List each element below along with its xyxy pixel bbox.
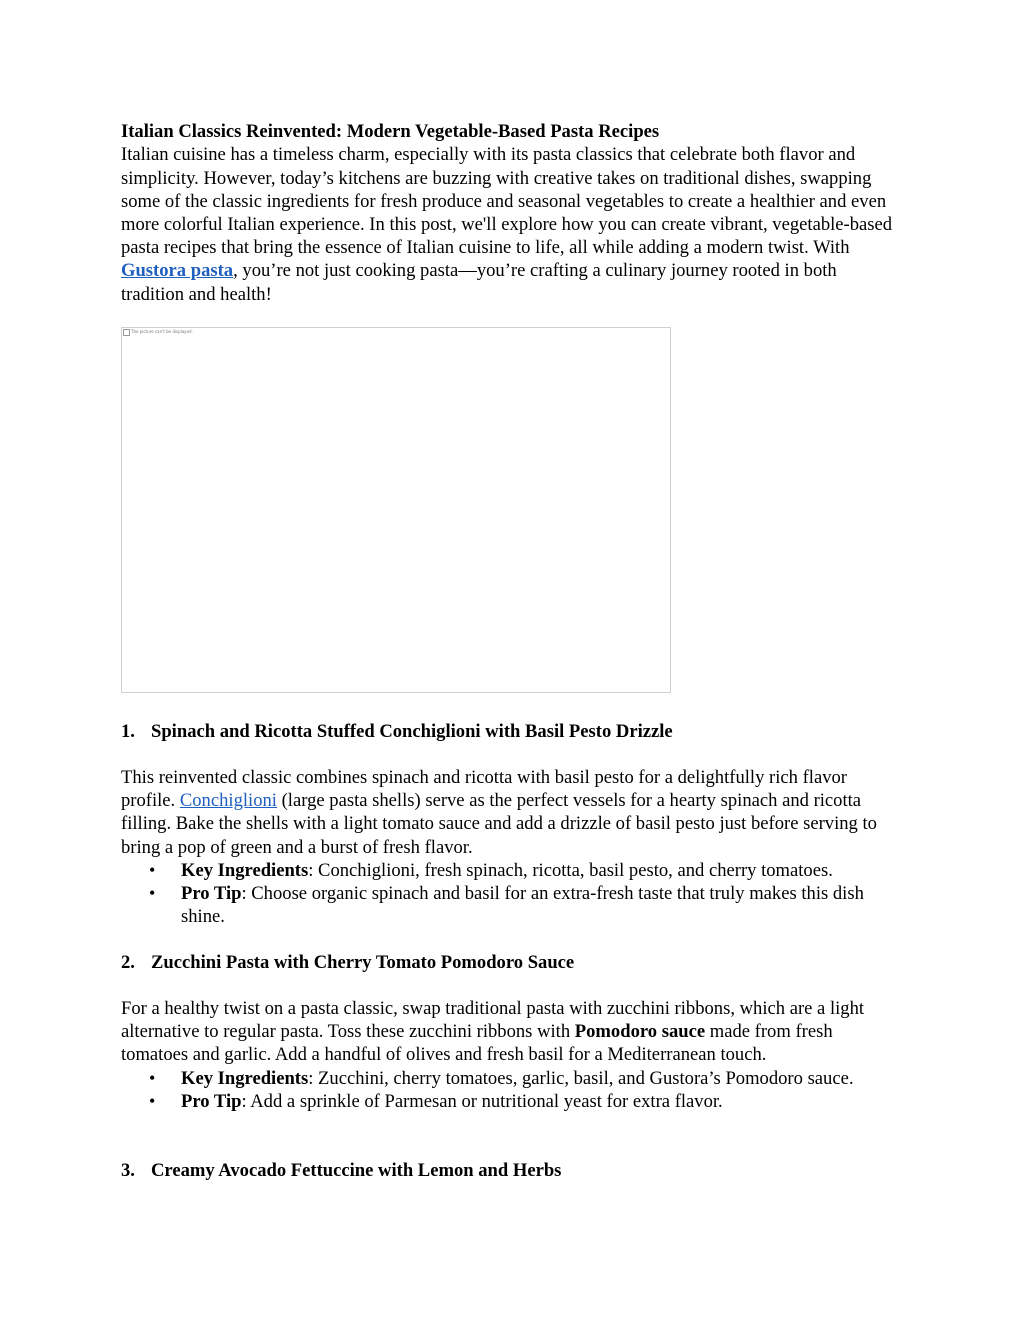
section-1-heading	[121, 720, 901, 743]
section-3-title: Creamy Avocado Fettuccine with Lemon and Herbs	[151, 1160, 562, 1181]
section-2-bullet-list	[121, 1067, 901, 1113]
section-2-number: 2.	[121, 952, 135, 973]
pomodoro-sauce-bold: Pomodoro sauce	[574, 1021, 706, 1043]
document-page	[121, 120, 901, 1181]
section-2-title: Zucchini Pasta with Cherry Tomato Pomodoro Sauce	[151, 952, 575, 973]
section-1-bullet-list	[121, 859, 901, 929]
bullet-text: : Add a sprinkle of Parmesan or nutritional yeast for extra flavor.	[241, 1090, 723, 1112]
section-2-text-start: For a healthy twist on a pasta classic, swap traditional pasta with zucchini ribbons, which are a light alternative to regular pasta. Toss these zucchini ribbons with	[121, 998, 865, 1043]
section-1-number: 1.	[121, 721, 135, 742]
section-2-text-end: made from fresh tomatoes and garlic. Add a handful of olives and fresh basil for a Mediterranean touch.	[121, 1021, 833, 1066]
list-item	[121, 882, 901, 928]
intro-paragraph	[121, 143, 901, 305]
section-1-text-start: This reinvented classic combines spinach and ricotta with basil pesto for a delightfully rich flavor profile.	[121, 767, 847, 812]
bullet-text: : Conchiglioni, fresh spinach, ricotta, basil pesto, and cherry tomatoes.	[308, 859, 833, 881]
bullet-text: : Zucchini, cherry tomatoes, garlic, basil, and Gustora’s Pomodoro sauce.	[308, 1067, 854, 1089]
bullet-label: Key Ingredients	[181, 1067, 309, 1089]
section-3-heading	[121, 1159, 901, 1182]
conchiglioni-link[interactable]: Conchiglioni	[179, 790, 277, 812]
list-item	[121, 859, 901, 882]
section-2-paragraph	[121, 997, 901, 1067]
section-3-number: 3.	[121, 1160, 135, 1181]
bullet-label: Pro Tip	[181, 1090, 242, 1112]
intro-text-end: , you’re not just cooking pasta—you’re crafting a culinary journey rooted in both tradition and health!	[121, 260, 837, 305]
section-1	[121, 720, 901, 928]
section-3	[121, 1159, 901, 1182]
section-1-paragraph	[121, 766, 901, 859]
section-2-heading	[121, 951, 901, 974]
broken-image-icon	[123, 329, 130, 336]
broken-image-notice	[123, 329, 193, 336]
section-1-title: Spinach and Ricotta Stuffed Conchiglioni with Basil Pesto Drizzle	[151, 721, 673, 742]
gustora-pasta-link[interactable]: Gustora pasta	[121, 260, 234, 282]
article-title: Italian Classics Reinvented: Modern Vegetable-Based Pasta Recipes	[121, 121, 660, 142]
section-2	[121, 951, 901, 1113]
bullet-label: Pro Tip	[181, 883, 242, 905]
bullet-label: Key Ingredients	[181, 859, 309, 881]
section-1-text-end: (large pasta shells) serve as the perfect vessels for a hearty spinach and ricotta filling. Bake the shells with a light tomato sauce and add a drizzle of basil pesto just before serving to bring a pop of green and a burst of fresh flavor.	[121, 790, 877, 858]
list-item	[121, 1090, 901, 1113]
intro-text-start: Italian cuisine has a timeless charm, especially with its pasta classics that celebrate both flavor and simplicity. However, today’s kitchens are buzzing with creative takes on traditional dishes, swapping some of the classic ingredients for fresh produce and seasonal vegetables to create a healthier and even more colorful Italian experience. In this post, we'll explore how you can create vibrant, vegetable-based pasta recipes that bring the essence of Italian cuisine to life, all while adding a modern twist. With	[121, 144, 893, 259]
broken-image-alt: The picture can't be displayed.	[131, 329, 193, 334]
list-item	[121, 1067, 901, 1090]
broken-image-placeholder	[121, 327, 671, 693]
bullet-text: : Choose organic spinach and basil for an extra-fresh taste that truly makes this dish shine.	[181, 883, 864, 928]
